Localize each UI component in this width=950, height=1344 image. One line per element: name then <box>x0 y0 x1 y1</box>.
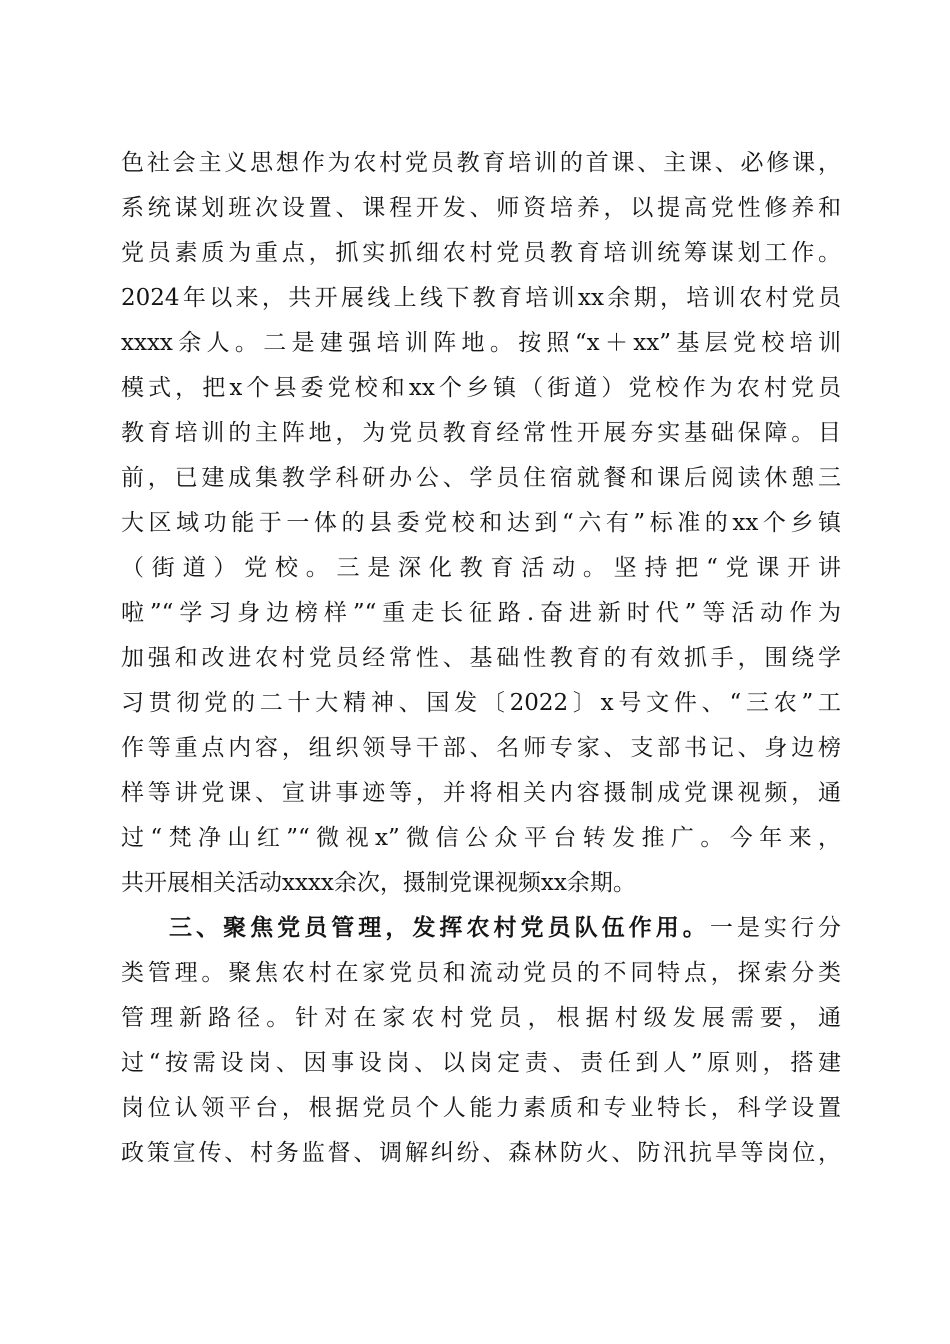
paragraph-2-line-1-text: 一是实行分 <box>709 915 841 941</box>
paragraph-2-line-6: 政策宣传、村务监督、调解纠纷、森林防火、防汛抗旱等岗位， <box>121 1140 841 1166</box>
paragraph-1-line-14: 作等重点内容，组织领导干部、名师专家、支部书记、身边榜 <box>121 735 841 761</box>
paragraph-2-line-5: 岗位认领平台，根据党员个人能力素质和专业特长，科学设置 <box>121 1095 841 1121</box>
paragraph-1-line-3: 党员素质为重点，抓实抓细农村党员教育培训统筹谋划工作。 <box>121 240 841 266</box>
paragraph-1-line-16: 过“梵净山红”“微视x”微信公众平台转发推广。今年来， <box>121 825 841 851</box>
paragraph-1-line-10: （街道）党校。三是深化教育活动。坚持把“党课开讲 <box>121 555 841 581</box>
paragraph-1-line-13: 习贯彻党的二十大精神、国发〔2022〕x号文件、“三农”工 <box>121 690 841 716</box>
paragraph-1-line-11: 啦”“学习身边榜样”“重走长征路.奋进新时代”等活动作为 <box>121 600 841 626</box>
paragraph-1-line-1: 色社会主义思想作为农村党员教育培训的首课、主课、必修课， <box>121 150 841 176</box>
paragraph-1-line-8: 前，已建成集教学科研办公、学员住宿就餐和课后阅读休憩三 <box>121 465 841 491</box>
paragraph-2-line-2: 类管理。聚焦农村在家党员和流动党员的不同特点，探索分类 <box>121 960 841 986</box>
paragraph-2-line-4: 过“按需设岗、因事设岗、以岗定责、责任到人”原则，搭建 <box>121 1050 841 1076</box>
paragraph-1-line-9: 大区域功能于一体的县委党校和达到“六有”标准的xx个乡镇 <box>121 510 841 536</box>
paragraph-2-line-3: 管理新路径。针对在家农村党员，根据村级发展需要，通 <box>121 1005 841 1031</box>
section-heading: 三、聚焦党员管理，发挥农村党员队伍作用。 <box>169 915 710 941</box>
paragraph-1-line-4: 2024年以来，共开展线上线下教育培训xx余期，培训农村党员 <box>121 285 841 311</box>
paragraph-1-line-2: 系统谋划班次设置、课程开发、师资培养，以提高党性修养和 <box>121 195 841 221</box>
paragraph-1-line-15: 样等讲党课、宣讲事迹等，并将相关内容摄制成党课视频，通 <box>121 780 841 806</box>
paragraph-1-line-12: 加强和改进农村党员经常性、基础性教育的有效抓手，围绕学 <box>121 645 841 671</box>
paragraph-1-line-17: 共开展相关活动xxxx余次，摄制党课视频xx余期。 <box>121 870 636 896</box>
paragraph-1-line-6: 模式，把x个县委党校和xx个乡镇（街道）党校作为农村党员 <box>121 375 841 401</box>
paragraph-2-line-1 <box>169 906 841 950</box>
paragraph-1-line-7: 教育培训的主阵地，为党员教育经常性开展夯实基础保障。目 <box>121 420 841 446</box>
paragraph-1-line-5: xxxx余人。二是建强培训阵地。按照“x＋xx”基层党校培训 <box>121 330 841 356</box>
